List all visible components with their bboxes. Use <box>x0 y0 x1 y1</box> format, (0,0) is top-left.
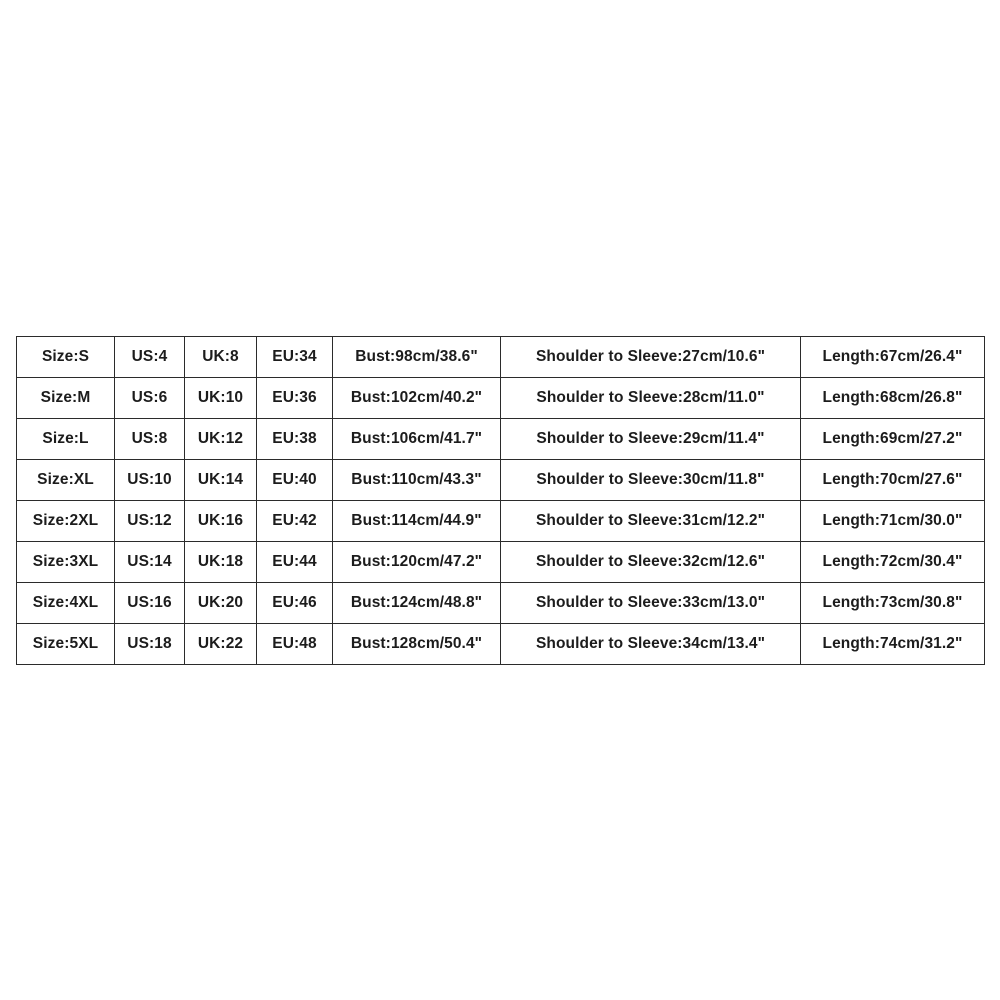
cell-size: Size:4XL <box>17 583 115 624</box>
table-row <box>17 419 985 460</box>
cell-uk: UK:14 <box>185 460 257 501</box>
cell-eu: EU:46 <box>257 583 333 624</box>
cell-sleeve: Shoulder to Sleeve:29cm/11.4" <box>501 419 801 460</box>
cell-eu: EU:34 <box>257 337 333 378</box>
cell-size: Size:S <box>17 337 115 378</box>
cell-uk: UK:10 <box>185 378 257 419</box>
cell-sleeve: Shoulder to Sleeve:31cm/12.2" <box>501 501 801 542</box>
cell-uk: UK:16 <box>185 501 257 542</box>
cell-us: US:4 <box>115 337 185 378</box>
cell-sleeve: Shoulder to Sleeve:33cm/13.0" <box>501 583 801 624</box>
cell-sleeve: Shoulder to Sleeve:28cm/11.0" <box>501 378 801 419</box>
cell-uk: UK:18 <box>185 542 257 583</box>
cell-eu: EU:40 <box>257 460 333 501</box>
cell-size: Size:5XL <box>17 624 115 665</box>
cell-us: US:10 <box>115 460 185 501</box>
cell-sleeve: Shoulder to Sleeve:30cm/11.8" <box>501 460 801 501</box>
cell-bust: Bust:120cm/47.2" <box>333 542 501 583</box>
cell-us: US:16 <box>115 583 185 624</box>
cell-bust: Bust:98cm/38.6" <box>333 337 501 378</box>
cell-uk: UK:20 <box>185 583 257 624</box>
cell-sleeve: Shoulder to Sleeve:32cm/12.6" <box>501 542 801 583</box>
cell-sleeve: Shoulder to Sleeve:34cm/13.4" <box>501 624 801 665</box>
cell-bust: Bust:124cm/48.8" <box>333 583 501 624</box>
cell-length: Length:69cm/27.2" <box>801 419 985 460</box>
table-row <box>17 501 985 542</box>
cell-uk: UK:12 <box>185 419 257 460</box>
cell-eu: EU:36 <box>257 378 333 419</box>
cell-us: US:6 <box>115 378 185 419</box>
cell-eu: EU:44 <box>257 542 333 583</box>
cell-uk: UK:22 <box>185 624 257 665</box>
cell-eu: EU:48 <box>257 624 333 665</box>
cell-bust: Bust:128cm/50.4" <box>333 624 501 665</box>
cell-eu: EU:38 <box>257 419 333 460</box>
table-row <box>17 378 985 419</box>
cell-us: US:14 <box>115 542 185 583</box>
size-chart-container <box>16 336 984 665</box>
cell-size: Size:M <box>17 378 115 419</box>
table-row <box>17 337 985 378</box>
cell-us: US:18 <box>115 624 185 665</box>
cell-size: Size:3XL <box>17 542 115 583</box>
cell-length: Length:68cm/26.8" <box>801 378 985 419</box>
cell-length: Length:70cm/27.6" <box>801 460 985 501</box>
cell-us: US:8 <box>115 419 185 460</box>
cell-size: Size:XL <box>17 460 115 501</box>
cell-length: Length:71cm/30.0" <box>801 501 985 542</box>
cell-bust: Bust:106cm/41.7" <box>333 419 501 460</box>
cell-length: Length:67cm/26.4" <box>801 337 985 378</box>
cell-us: US:12 <box>115 501 185 542</box>
cell-bust: Bust:102cm/40.2" <box>333 378 501 419</box>
cell-sleeve: Shoulder to Sleeve:27cm/10.6" <box>501 337 801 378</box>
cell-length: Length:73cm/30.8" <box>801 583 985 624</box>
table-row <box>17 583 985 624</box>
cell-size: Size:2XL <box>17 501 115 542</box>
table-row <box>17 542 985 583</box>
cell-length: Length:72cm/30.4" <box>801 542 985 583</box>
cell-eu: EU:42 <box>257 501 333 542</box>
cell-bust: Bust:114cm/44.9" <box>333 501 501 542</box>
cell-length: Length:74cm/31.2" <box>801 624 985 665</box>
cell-uk: UK:8 <box>185 337 257 378</box>
cell-bust: Bust:110cm/43.3" <box>333 460 501 501</box>
cell-size: Size:L <box>17 419 115 460</box>
size-chart-table <box>16 336 985 665</box>
table-row <box>17 460 985 501</box>
table-row <box>17 624 985 665</box>
